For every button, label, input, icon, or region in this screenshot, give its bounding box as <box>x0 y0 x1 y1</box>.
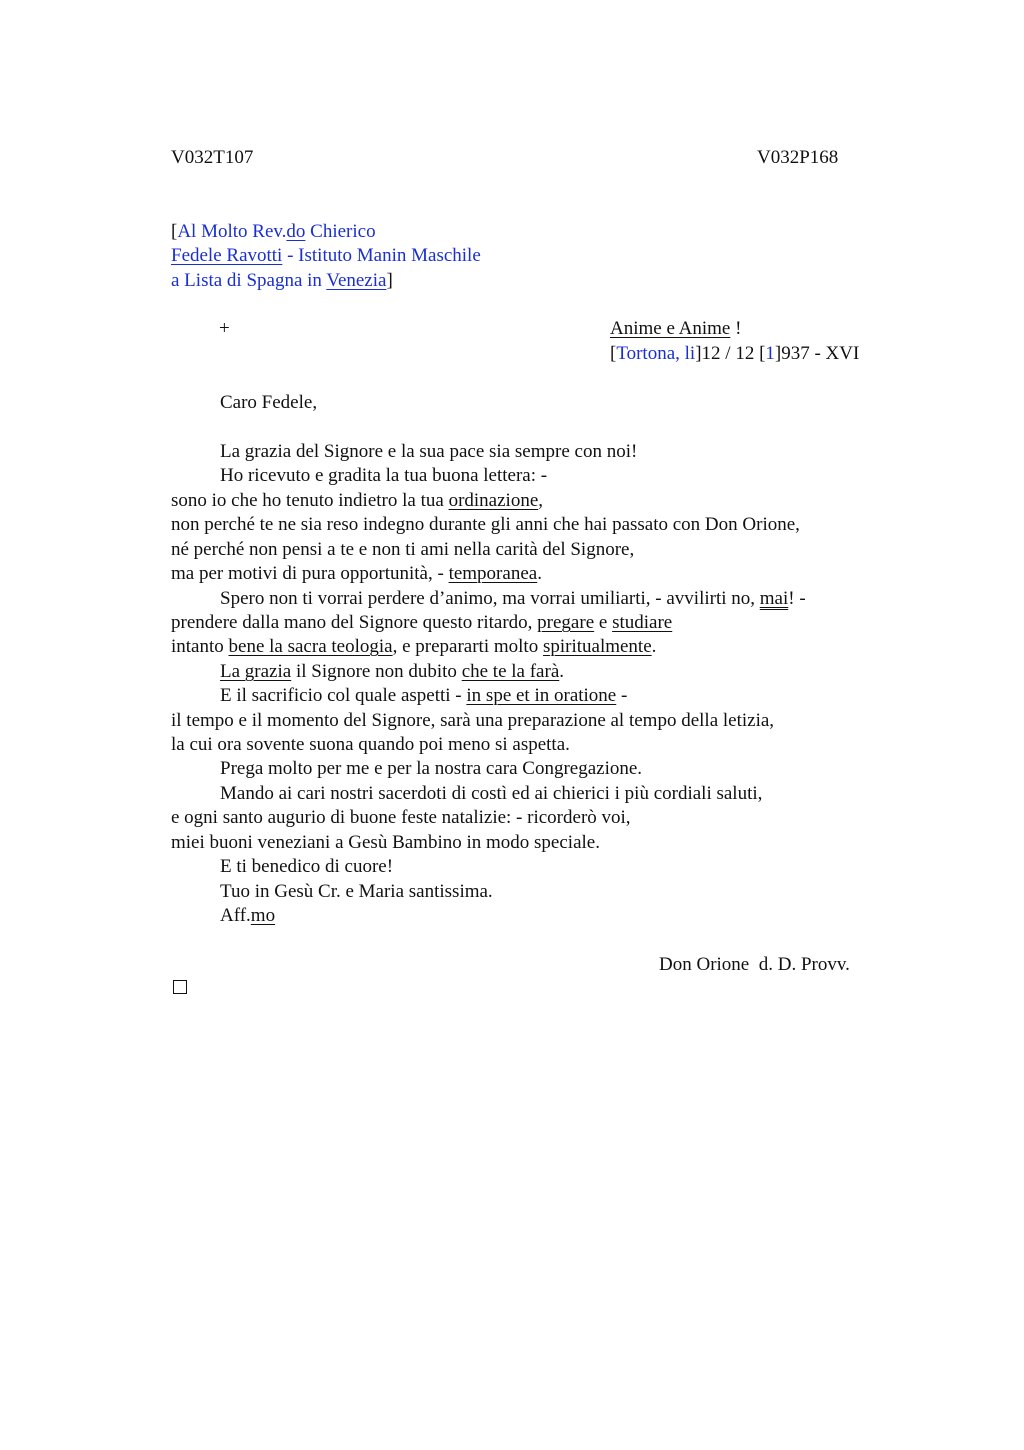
body-line: La grazia del Signore e la sua pace sia sempre con noi! <box>220 441 638 462</box>
body-line: Tuo in Gesù Cr. e Maria santissima. <box>220 881 493 902</box>
emphasis: che te la farà <box>461 661 560 682</box>
address-line-2 <box>171 244 481 268</box>
text: - <box>616 685 628 706</box>
body-line <box>171 611 672 635</box>
body-line <box>171 635 656 659</box>
recipient-name: Fedele Ravotti <box>171 245 283 266</box>
address-city: Venezia <box>326 270 387 291</box>
address-abbrev: do <box>286 221 306 242</box>
address-text: - Istituto Manin Maschile <box>282 245 481 266</box>
address-text: Al Molto Rev. <box>177 221 287 242</box>
emphasis: studiare <box>612 612 673 633</box>
body-line: la cui ora sovente suona quando poi meno si aspetta. <box>171 734 570 755</box>
letter-date <box>610 342 859 366</box>
text: , e prepararti molto <box>392 636 543 657</box>
date-part: ]937 - XVI <box>774 343 860 364</box>
body-line <box>171 489 543 513</box>
abbrev: mo <box>250 905 276 926</box>
body-line: miei buoni veneziani a Gesù Bambino in modo speciale. <box>171 832 600 853</box>
emphasis: spiritualmente <box>542 636 652 657</box>
body-line <box>171 587 806 611</box>
text: , <box>538 490 543 511</box>
bracket: [ <box>171 221 178 242</box>
address-text: a Lista di Spagna in <box>171 270 327 291</box>
text: intanto <box>171 636 229 657</box>
double-emphasis: mai <box>759 588 789 609</box>
body-line: né perché non pensi a te e non ti ami nella carità del Signore, <box>171 539 635 560</box>
body-line: Ho ricevuto e gradita la tua buona lettera: - <box>220 465 548 486</box>
cross-symbol: + <box>219 318 230 339</box>
emphasis: temporanea <box>448 563 538 584</box>
text: e <box>594 612 613 633</box>
text: sono io che ho tenuto indietro la tua <box>171 490 449 511</box>
body-line: E ti benedico di cuore! <box>220 856 394 877</box>
document-code-left: V032T107 <box>171 147 254 168</box>
bracket: [ <box>610 343 617 364</box>
closing-aff <box>171 904 275 928</box>
emphasis: ordinazione <box>448 490 539 511</box>
motto-punct: ! <box>730 318 742 339</box>
motto-text: Anime e Anime <box>610 318 731 339</box>
emphasis: La grazia <box>220 661 292 682</box>
text: il Signore non dubito <box>291 661 462 682</box>
date-place: Tortona, li <box>616 343 696 364</box>
body-line: non perché te ne sia reso indegno durante gli anni che hai passato con Don Orione, <box>171 514 800 535</box>
address-text: Chierico <box>305 221 376 242</box>
body-line: il tempo e il momento del Signore, sarà una preparazione al tempo della letizia, <box>171 710 775 731</box>
body-line <box>171 684 627 708</box>
text: Aff. <box>220 905 251 926</box>
body-line: Prega molto per me e per la nostra cara Congregazione. <box>220 758 643 779</box>
end-square-marker <box>173 980 187 994</box>
emphasis: bene la sacra teologia <box>228 636 393 657</box>
text: . <box>559 661 564 682</box>
date-editorial: 1 <box>765 343 775 364</box>
address-line-1 <box>171 220 376 244</box>
body-line: e ogni santo augurio di buone feste natalizie: - ricorderò voi, <box>171 807 631 828</box>
address-line-3 <box>171 269 393 293</box>
signature: Don Orione d. D. Provv. <box>659 954 850 975</box>
emphasis: in spe et in oratione <box>466 685 617 706</box>
text: Spero non ti vorrai perdere d’animo, ma vorrai umiliarti, - avvilirti no, <box>220 588 760 609</box>
body-line <box>171 660 564 684</box>
text: . <box>537 563 542 584</box>
text: E il sacrificio col quale aspetti - <box>220 685 467 706</box>
bracket: ] <box>386 270 393 291</box>
text: prendere dalla mano del Signore questo ritardo, <box>171 612 538 633</box>
text: . <box>651 636 657 657</box>
date-part: ]12 / 12 [ <box>695 343 766 364</box>
text: ma per motivi di pura opportunità, - <box>171 563 449 584</box>
body-line: Mando ai cari nostri sacerdoti di costì ed ai chierici i più cordiali saluti, <box>220 783 763 804</box>
salutation: Caro Fedele, <box>220 392 318 413</box>
text: ! - <box>788 588 806 609</box>
motto <box>610 317 741 341</box>
emphasis: pregare <box>537 612 595 633</box>
page-code-right: V032P168 <box>757 147 839 168</box>
body-line <box>171 562 542 586</box>
